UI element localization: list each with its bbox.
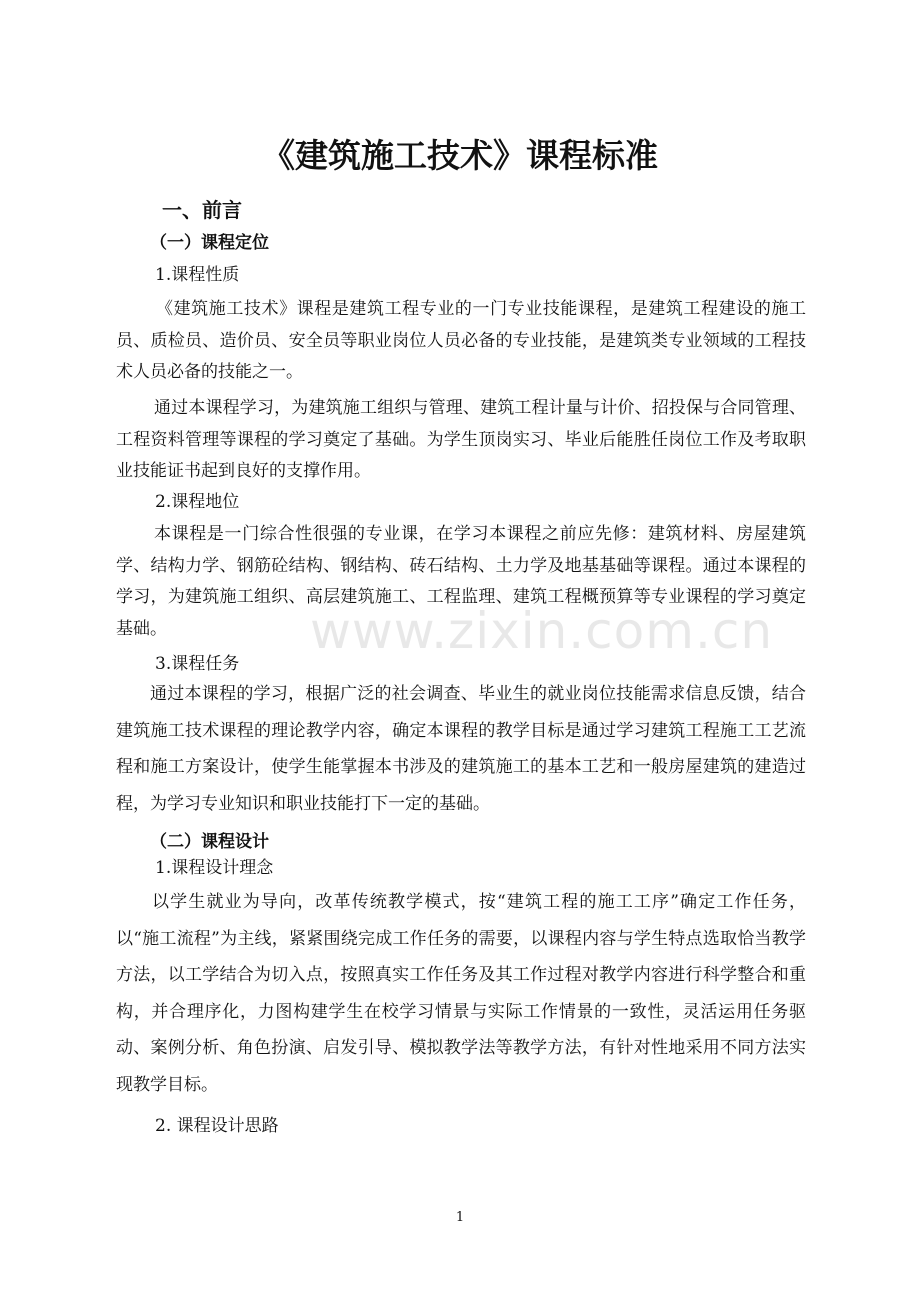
item-heading-course-nature: 1.课程性质 xyxy=(155,265,240,285)
paragraph-course-nature-1: 《建筑施工技术》课程是建筑工程专业的一门专业技能课程，是建筑工程建设的施工员、质检员、造价员、安全员等职业岗位人员必备的专业技能，是建筑类专业领域的工程技术人员必备的技能之一。 xyxy=(116,299,806,382)
item-heading-design-concept: 1.课程设计理念 xyxy=(155,858,274,878)
watermark-text: www.zixin.com.cn xyxy=(310,602,774,660)
document-title: 《建筑施工技术》课程标准 xyxy=(262,136,658,175)
section-heading-preface: 一、前言 xyxy=(162,198,242,222)
paragraph-course-tasks: 通过本课程的学习，根据广泛的社会调查、毕业生的就业岗位技能需求信息反馈，结合建筑施工技术课程的理论教学内容，确定本课程的教学目标是通过学习建筑工程施工工艺流程和施工方案设计，使学生能掌握本书涉及的建筑施工的基本工艺和一般房屋建筑的建造过程，为学习专业知识和职业技能打下一定的基础。 xyxy=(116,684,806,814)
paragraph-course-status: 本课程是一门综合性很强的专业课，在学习本课程之前应先修：建筑材料、房屋建筑学、结构力学、钢筋砼结构、钢结构、砖石结构、土力学及地基基础等课程。通过本课程的学习，为建筑施工组织、高层建筑施工、工程监理、建筑工程概预算等专业课程的学习奠定基础。 xyxy=(116,524,806,639)
subsection-heading-course-positioning: （一）课程定位 xyxy=(150,233,269,253)
item-heading-course-status: 2.课程地位 xyxy=(155,492,240,512)
paragraph-design-concept: 以学生就业为导向，改革传统教学模式，按“建筑工程的施工工序”确定工作任务，以“施工流程”为主线，紧紧围绕完成工作任务的需要，以课程内容与学生特点选取恰当教学方法，以工学结合为切入点，按照真实工作任务及其工作过程对教学内容进行科学整合和重构，并合理序化，力图构建学生在校学习情景与实际工作情景的一致性，灵活运用任务驱动、案例分析、角色扮演、启发引导、模拟教学法等教学方法，有针对性地采用不同方法实现教学目标。 xyxy=(116,892,806,1095)
item-heading-design-approach: 2. 课程设计思路 xyxy=(155,1116,279,1136)
subsection-heading-course-design: （二）课程设计 xyxy=(150,832,269,852)
paragraph-course-nature-2: 通过本课程学习，为建筑施工组织与管理、建筑工程计量与计价、招投保与合同管理、工程资料管理等课程的学习奠定了基础。为学生顶岗实习、毕业后能胜任岗位工作及考取职业技能证书起到良好的支撑作用。 xyxy=(116,398,806,481)
item-heading-course-tasks: 3.课程任务 xyxy=(155,654,240,674)
page-number: 1 xyxy=(455,1210,465,1225)
